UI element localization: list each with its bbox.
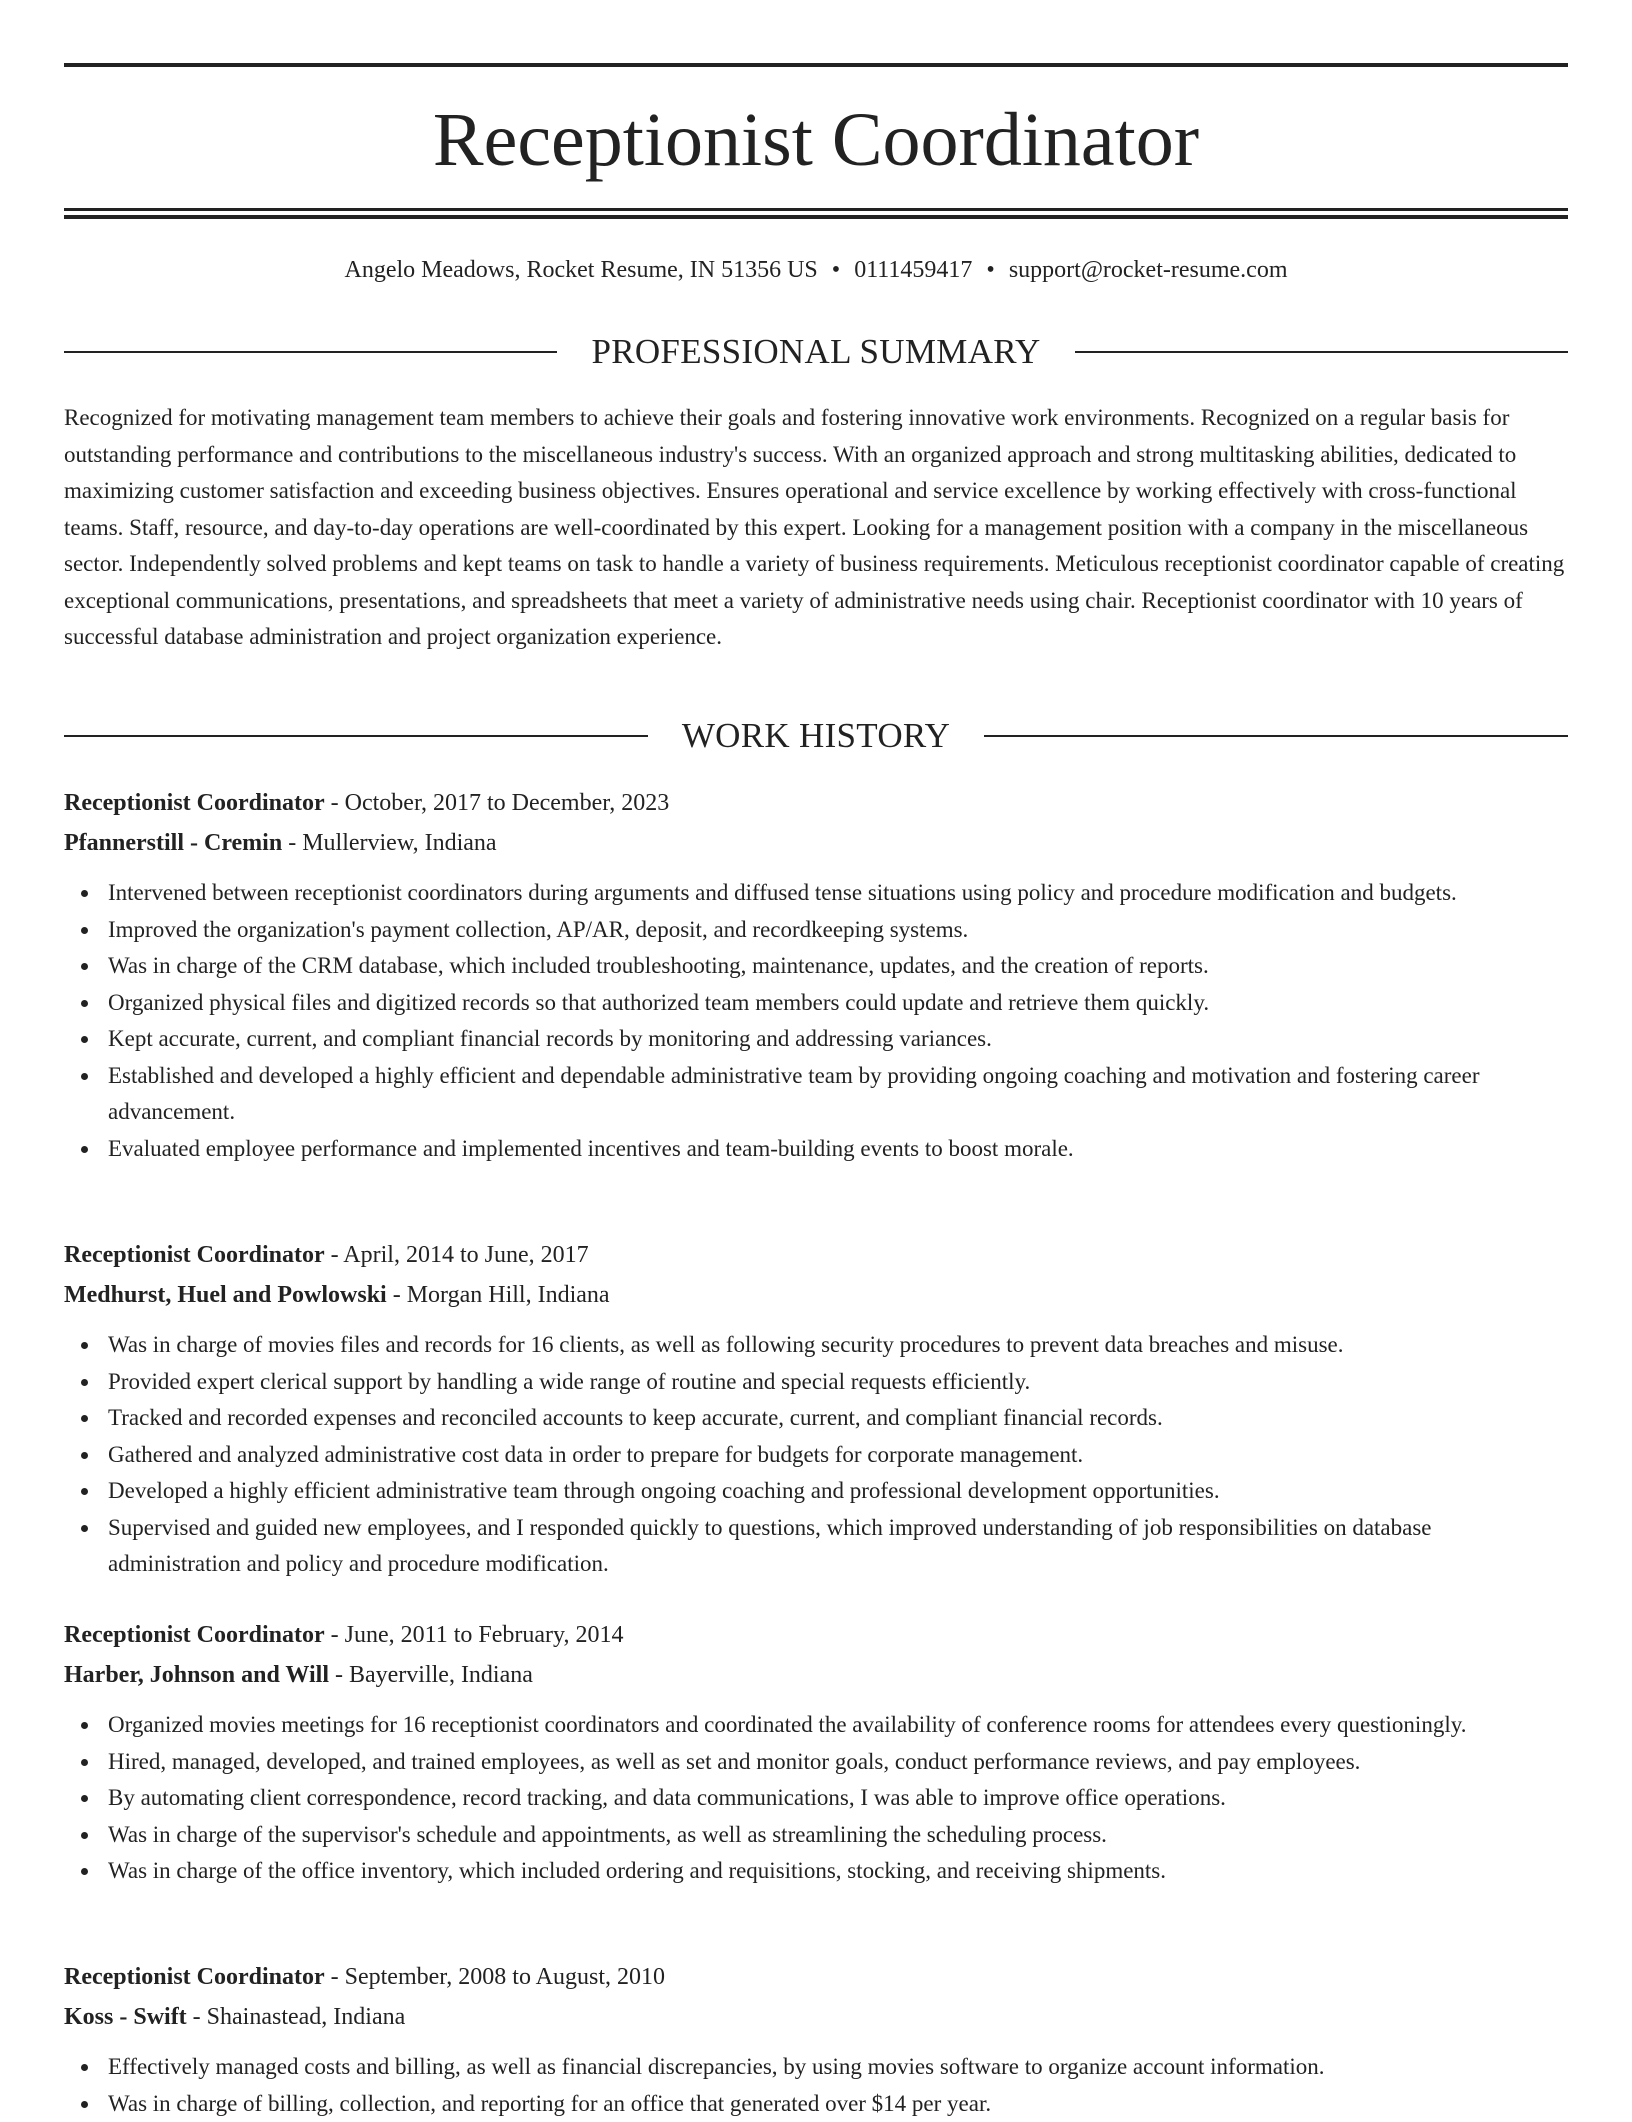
job-company-line: [64, 1275, 1568, 1315]
job-bullet: Was in charge of movies files and records for 16 clients, as well as following security procedures to prevent data breaches and misuse.: [108, 1327, 1568, 1364]
section-rule-left: [64, 735, 648, 737]
job-bullet: Provided expert clerical support by handling a wide range of routine and special requests efficiently.: [108, 1364, 1568, 1401]
work-section-heading: [64, 716, 1568, 756]
job-company: Koss - Swift: [64, 2004, 187, 2030]
job-bullet: Evaluated employee performance and implemented incentives and team-building events to boost morale.: [108, 1131, 1568, 1168]
job-bullet: Intervened between receptionist coordinators during arguments and diffused tense situations using policy and procedure modification and budgets.: [108, 875, 1568, 912]
job-bullet: Improved the organization's payment collection, AP/AR, deposit, and recordkeeping systems.: [108, 912, 1568, 949]
job-bullet: Was in charge of the supervisor's schedule and appointments, as well as streamlining the scheduling process.: [108, 1817, 1568, 1854]
header-bottom-rule-second: [64, 215, 1568, 219]
job-bullet: Was in charge of billing, collection, and reporting for an office that generated over $14 per year.: [108, 2086, 1568, 2122]
section-rule-right: [1075, 351, 1568, 353]
job-title-line: [64, 1235, 1568, 1275]
job-bullet: By automating client correspondence, record tracking, and data communications, I was able to improve office operations.: [108, 1780, 1568, 1817]
job-bullet: Effectively managed costs and billing, as well as financial discrepancies, by using movies software to organize account information.: [108, 2049, 1568, 2086]
contact-separator: •: [986, 254, 994, 286]
summary-section-heading: [64, 332, 1568, 372]
job-company: Pfannerstill - Cremin: [64, 830, 282, 856]
job-entry: [64, 1615, 1568, 1890]
job-company: Harber, Johnson and Will: [64, 1662, 329, 1688]
job-company-line: [64, 823, 1568, 863]
section-rule-left: [64, 351, 557, 353]
job-dates: - September, 2008 to August, 2010: [325, 1964, 665, 1990]
job-bullet-list: [64, 1327, 1568, 1583]
job-title: Receptionist Coordinator: [64, 1964, 325, 1990]
job-entry: [64, 1957, 1568, 2122]
job-dates: - June, 2011 to February, 2014: [325, 1622, 624, 1648]
job-location: - Shainastead, Indiana: [187, 2004, 406, 2030]
job-title: Receptionist Coordinator: [64, 1622, 325, 1648]
contact-line: [64, 254, 1568, 286]
resume-title: Receptionist Coordinator: [64, 92, 1568, 188]
section-title: PROFESSIONAL SUMMARY: [557, 332, 1074, 372]
job-bullet: Hired, managed, developed, and trained employees, as well as set and monitor goals, conduct performance reviews, and pay employees.: [108, 1744, 1568, 1781]
job-entry: [64, 1235, 1568, 1583]
job-bullet: Was in charge of the CRM database, which included troubleshooting, maintenance, updates, and the creation of reports.: [108, 948, 1568, 985]
job-bullet: Tracked and recorded expenses and reconciled accounts to keep accurate, current, and compliant financial records.: [108, 1400, 1568, 1437]
header-bottom-rule: [64, 208, 1568, 211]
job-bullet: Kept accurate, current, and compliant financial records by monitoring and addressing variances.: [108, 1021, 1568, 1058]
job-company: Medhurst, Huel and Powlowski: [64, 1282, 387, 1308]
job-title-line: [64, 1957, 1568, 1997]
job-entry: [64, 783, 1568, 1167]
job-title: Receptionist Coordinator: [64, 790, 325, 816]
job-bullet-list: [64, 2049, 1568, 2122]
contact-email: support@rocket-resume.com: [1009, 257, 1288, 283]
job-bullet: Established and developed a highly efficient and dependable administrative team by providing ongoing coaching and motivation and fostering career advancement.: [108, 1058, 1568, 1131]
contact-separator: •: [832, 254, 840, 286]
job-bullet: Gathered and analyzed administrative cost data in order to prepare for budgets for corporate management.: [108, 1437, 1568, 1474]
job-bullet: Organized physical files and digitized records so that authorized team members could update and retrieve them quickly.: [108, 985, 1568, 1022]
job-bullet-list: [64, 875, 1568, 1167]
section-title: WORK HISTORY: [648, 716, 984, 756]
job-title-line: [64, 1615, 1568, 1655]
summary-text: Recognized for motivating management team members to achieve their goals and fostering innovative work environments. Recognized on a regular basis for outstanding performance and contributions to the miscellaneous industry's success. With an organized approach and strong multitasking abilities, dedicated to maximizing customer satisfaction and exceeding business objectives. Ensures operational and service excellence by working effectively with cross-functional teams. Staff, resource, and day-to-day operations are well-coordinated by this expert. Looking for a management position with a company in the miscellaneous sector. Independently solved problems and kept teams on task to handle a variety of business requirements. Meticulous receptionist coordinator capable of creating exceptional communications, presentations, and spreadsheets that meet a variety of administrative needs using chair. Receptionist coordinator with 10 years of successful database administration and project organization experience.: [64, 400, 1568, 656]
job-dates: - April, 2014 to June, 2017: [325, 1242, 589, 1268]
header-top-rule: [64, 63, 1568, 67]
job-bullet: Organized movies meetings for 16 receptionist coordinators and coordinated the availability of conference rooms for attendees every questioningly.: [108, 1707, 1568, 1744]
job-location: - Morgan Hill, Indiana: [387, 1282, 610, 1308]
contact-address: Angelo Meadows, Rocket Resume, IN 51356 US: [345, 257, 818, 283]
job-location: - Bayerville, Indiana: [329, 1662, 533, 1688]
job-title-line: [64, 783, 1568, 823]
job-company-line: [64, 1997, 1568, 2037]
job-bullet: Developed a highly efficient administrative team through ongoing coaching and professional development opportunities.: [108, 1473, 1568, 1510]
job-bullet: Was in charge of the office inventory, which included ordering and requisitions, stocking, and receiving shipments.: [108, 1853, 1568, 1890]
job-bullet-list: [64, 1707, 1568, 1890]
job-company-line: [64, 1655, 1568, 1695]
contact-phone: 0111459417: [854, 257, 972, 283]
job-bullet: Supervised and guided new employees, and I responded quickly to questions, which improved understanding of job responsibilities on database administration and policy and procedure modification.: [108, 1510, 1568, 1583]
section-rule-right: [984, 735, 1568, 737]
job-title: Receptionist Coordinator: [64, 1242, 325, 1268]
job-dates: - October, 2017 to December, 2023: [325, 790, 670, 816]
job-location: - Mullerview, Indiana: [282, 830, 496, 856]
